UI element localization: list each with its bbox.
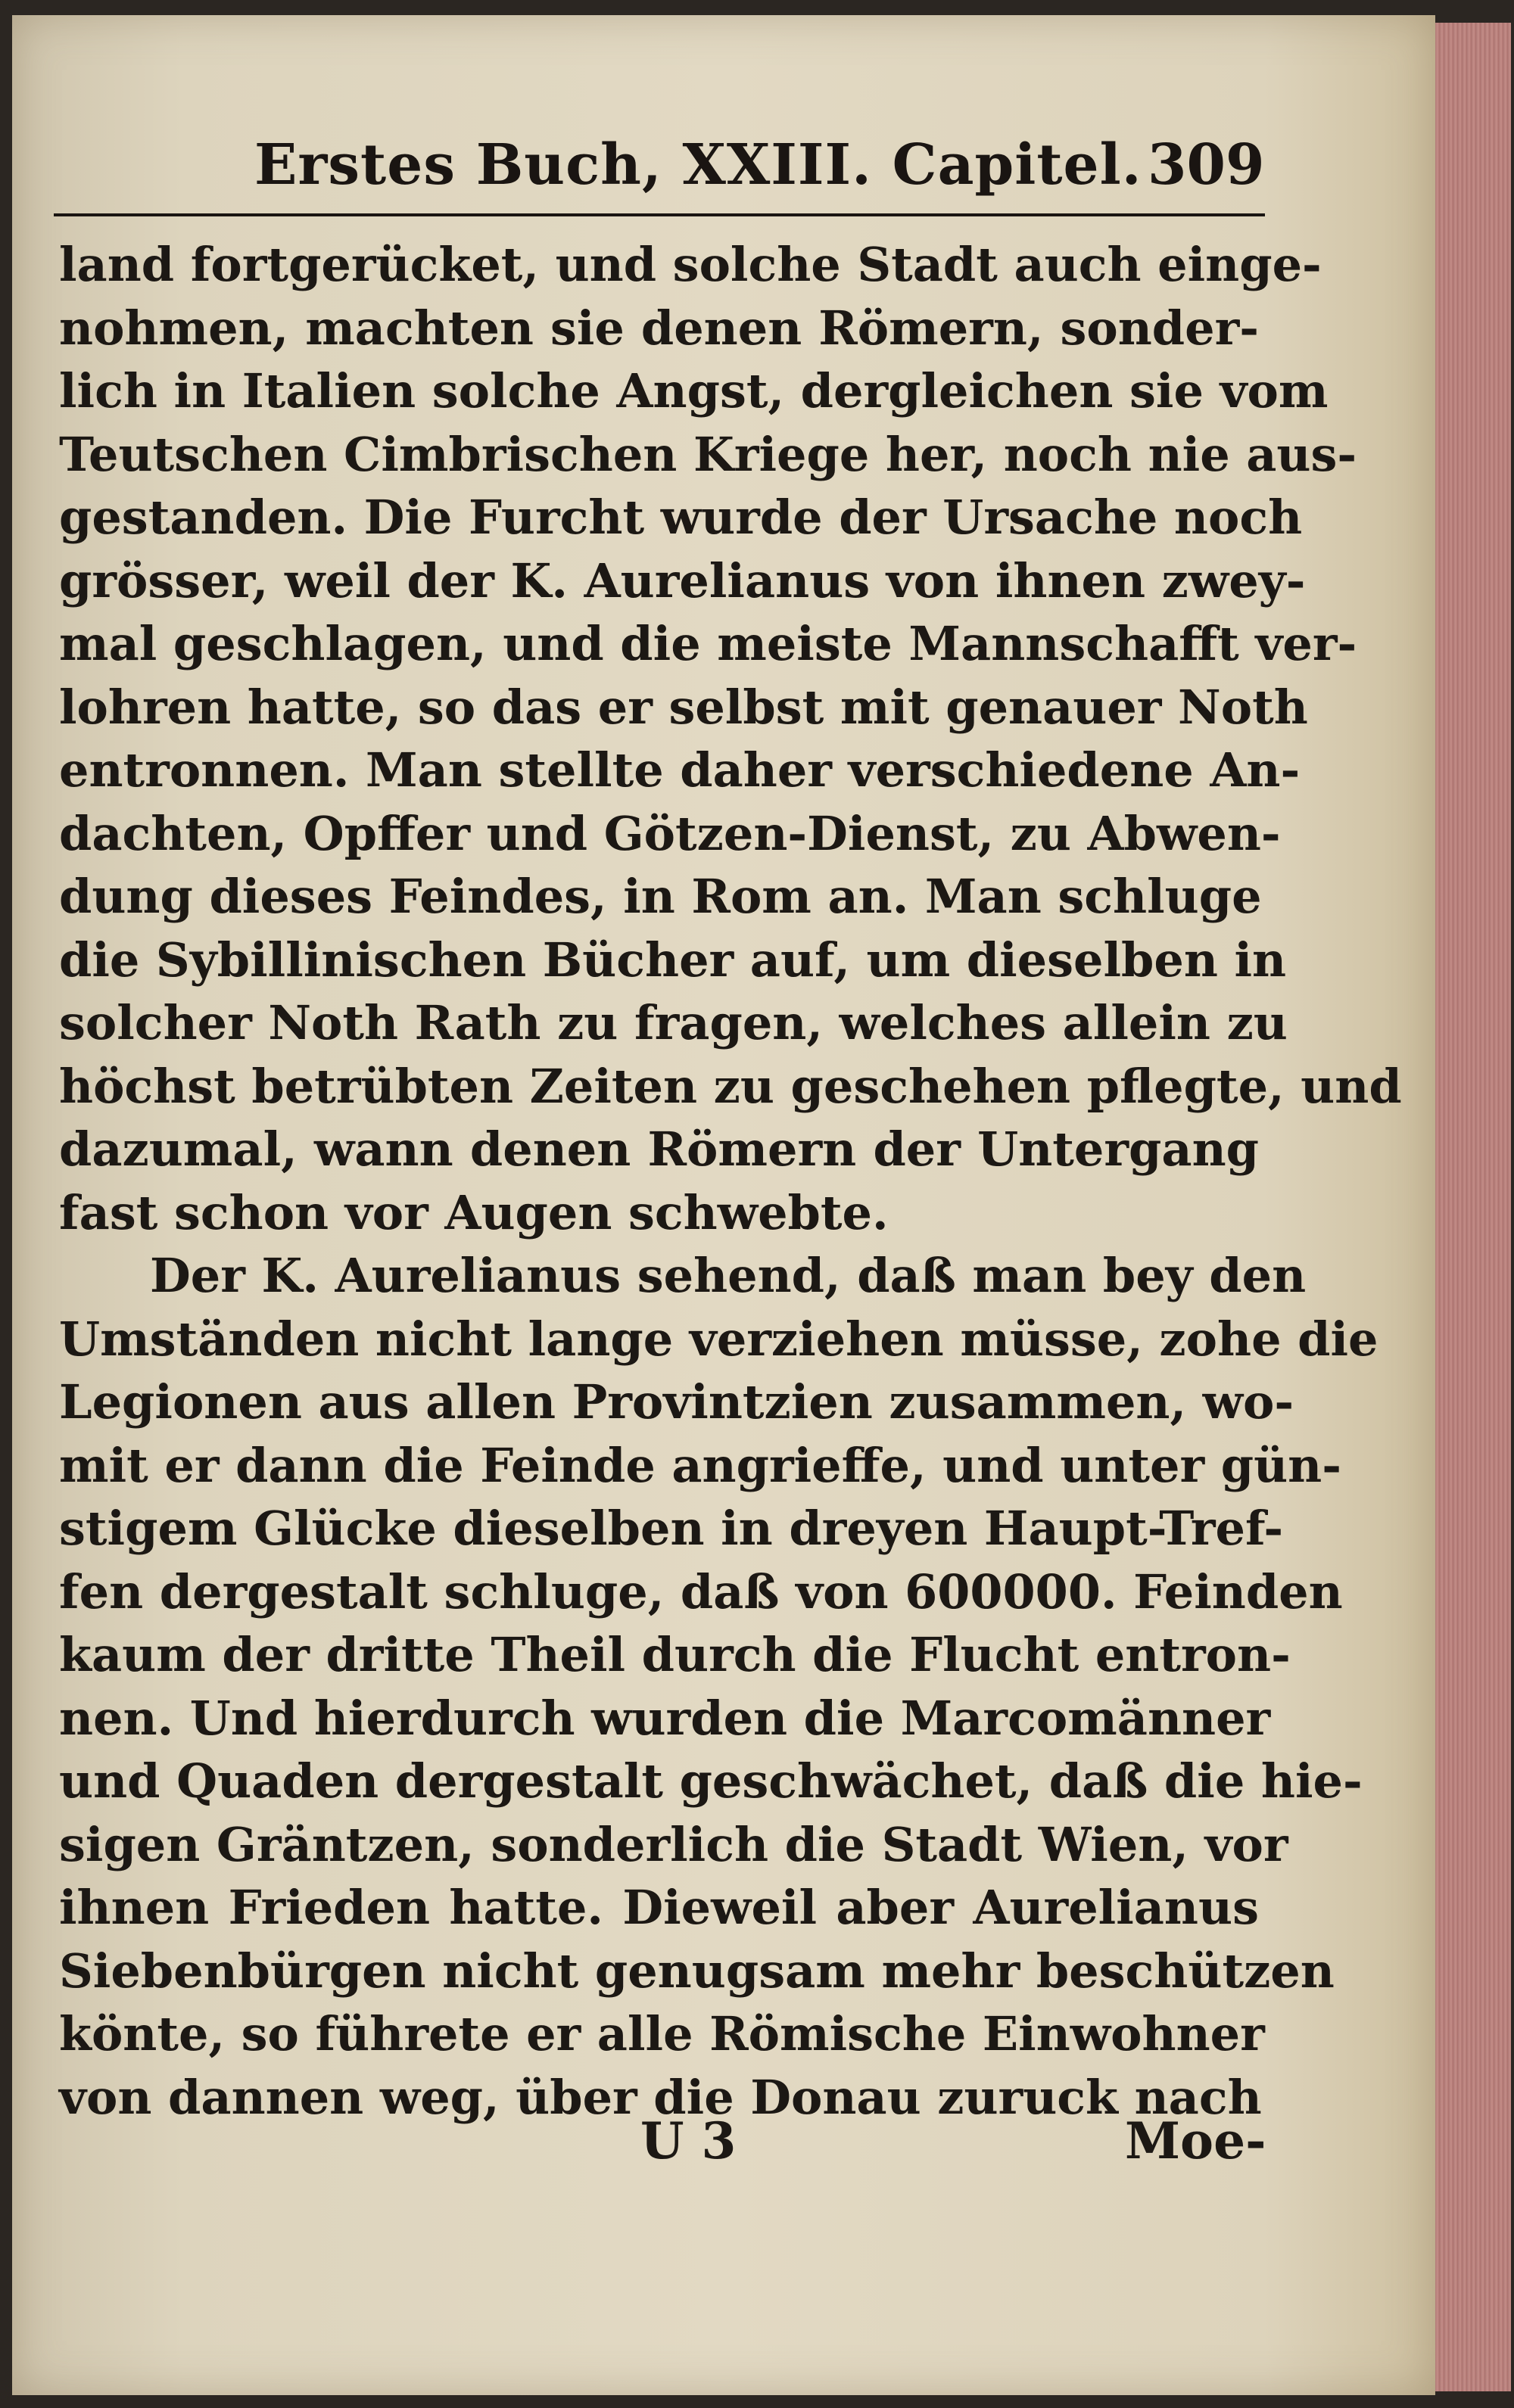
text-line: Umständen nicht lange verziehen müsse, zohe die xyxy=(59,1311,1378,1367)
text-line: land fortgerücket, und solche Stadt auch einge- xyxy=(59,237,1322,292)
body-text xyxy=(59,233,1402,2129)
text-line: fen dergestalt schluge, daß von 600000. Feinden xyxy=(59,1563,1343,1619)
text-line: Legionen aus allen Provintzien zusammen, wo- xyxy=(59,1374,1294,1430)
text-line: dazumal, wann denen Römern der Untergang xyxy=(59,1122,1259,1177)
page-number: 309 xyxy=(1148,132,1265,198)
page-block-edge xyxy=(1435,23,1511,2391)
text-line: lohren hatte, so das er selbst mit genauer Noth xyxy=(59,679,1308,735)
text-line: grösser, weil der K. Aurelianus von ihnen zwey- xyxy=(59,552,1306,608)
text-line: dachten, Opffer und Götzen-Dienst, zu Abwen- xyxy=(59,805,1281,861)
book-page xyxy=(12,15,1435,2395)
running-head: Erstes Buch, XXIII. Capitel. xyxy=(254,132,1142,198)
text-line: höchst betrübten Zeiten zu geschehen pflegte, und xyxy=(59,1058,1402,1114)
text-line: und Quaden dergestalt geschwächet, daß die hie- xyxy=(59,1753,1363,1809)
text-line: die Sybillinischen Bücher auf, um dieselben in xyxy=(59,932,1287,988)
catchword: Moe- xyxy=(1125,2111,1266,2170)
text-line: fast schon vor Augen schwebte. xyxy=(59,1184,889,1240)
text-line: mal geschlagen, und die meiste Mannschafft ver- xyxy=(59,616,1357,671)
text-line: lich in Italien solche Angst, dergleichen sie vom xyxy=(59,363,1329,418)
signature-mark: U 3 xyxy=(640,2111,737,2170)
header-rule xyxy=(54,213,1265,216)
text-line: nen. Und hierdurch wurden die Marcomänner xyxy=(59,1690,1271,1746)
text-line: nohmen, machten sie denen Römern, sonder- xyxy=(59,300,1259,356)
text-line: Teutschen Cimbrischen Kriege her, noch nie aus- xyxy=(59,426,1357,482)
text-line: sigen Gräntzen, sonderlich die Stadt Wien, vor xyxy=(59,1816,1288,1872)
text-line: mit er dann die Feinde angrieffe, und unter gün- xyxy=(59,1437,1341,1493)
text-line: von dannen weg, über die Donau zuruck nach xyxy=(59,2069,1262,2125)
text-line: könte, so führete er alle Römische Einwohner xyxy=(59,2006,1265,2061)
text-line: stigem Glücke dieselben in dreyen Haupt-Tref- xyxy=(59,1501,1284,1556)
text-line: kaum der dritte Theil durch die Flucht entron- xyxy=(59,1627,1291,1682)
text-line: Siebenbürgen nicht genugsam mehr beschützen xyxy=(59,1943,1335,1999)
text-line: ihnen Frieden hatte. Dieweil aber Aurelianus xyxy=(59,1880,1259,1935)
text-line: gestanden. Die Furcht wurde der Ursache noch xyxy=(59,490,1303,545)
text-line: dung dieses Feindes, in Rom an. Man schluge xyxy=(59,869,1262,924)
page-header xyxy=(12,132,1435,216)
text-line: Der K. Aurelianus sehend, daß man bey den xyxy=(150,1248,1307,1303)
text-line: entronnen. Man stellte daher verschiedene An- xyxy=(59,742,1301,798)
page-footer xyxy=(12,2111,1435,2172)
text-line: solcher Noth Rath zu fragen, welches allein zu xyxy=(59,995,1288,1050)
